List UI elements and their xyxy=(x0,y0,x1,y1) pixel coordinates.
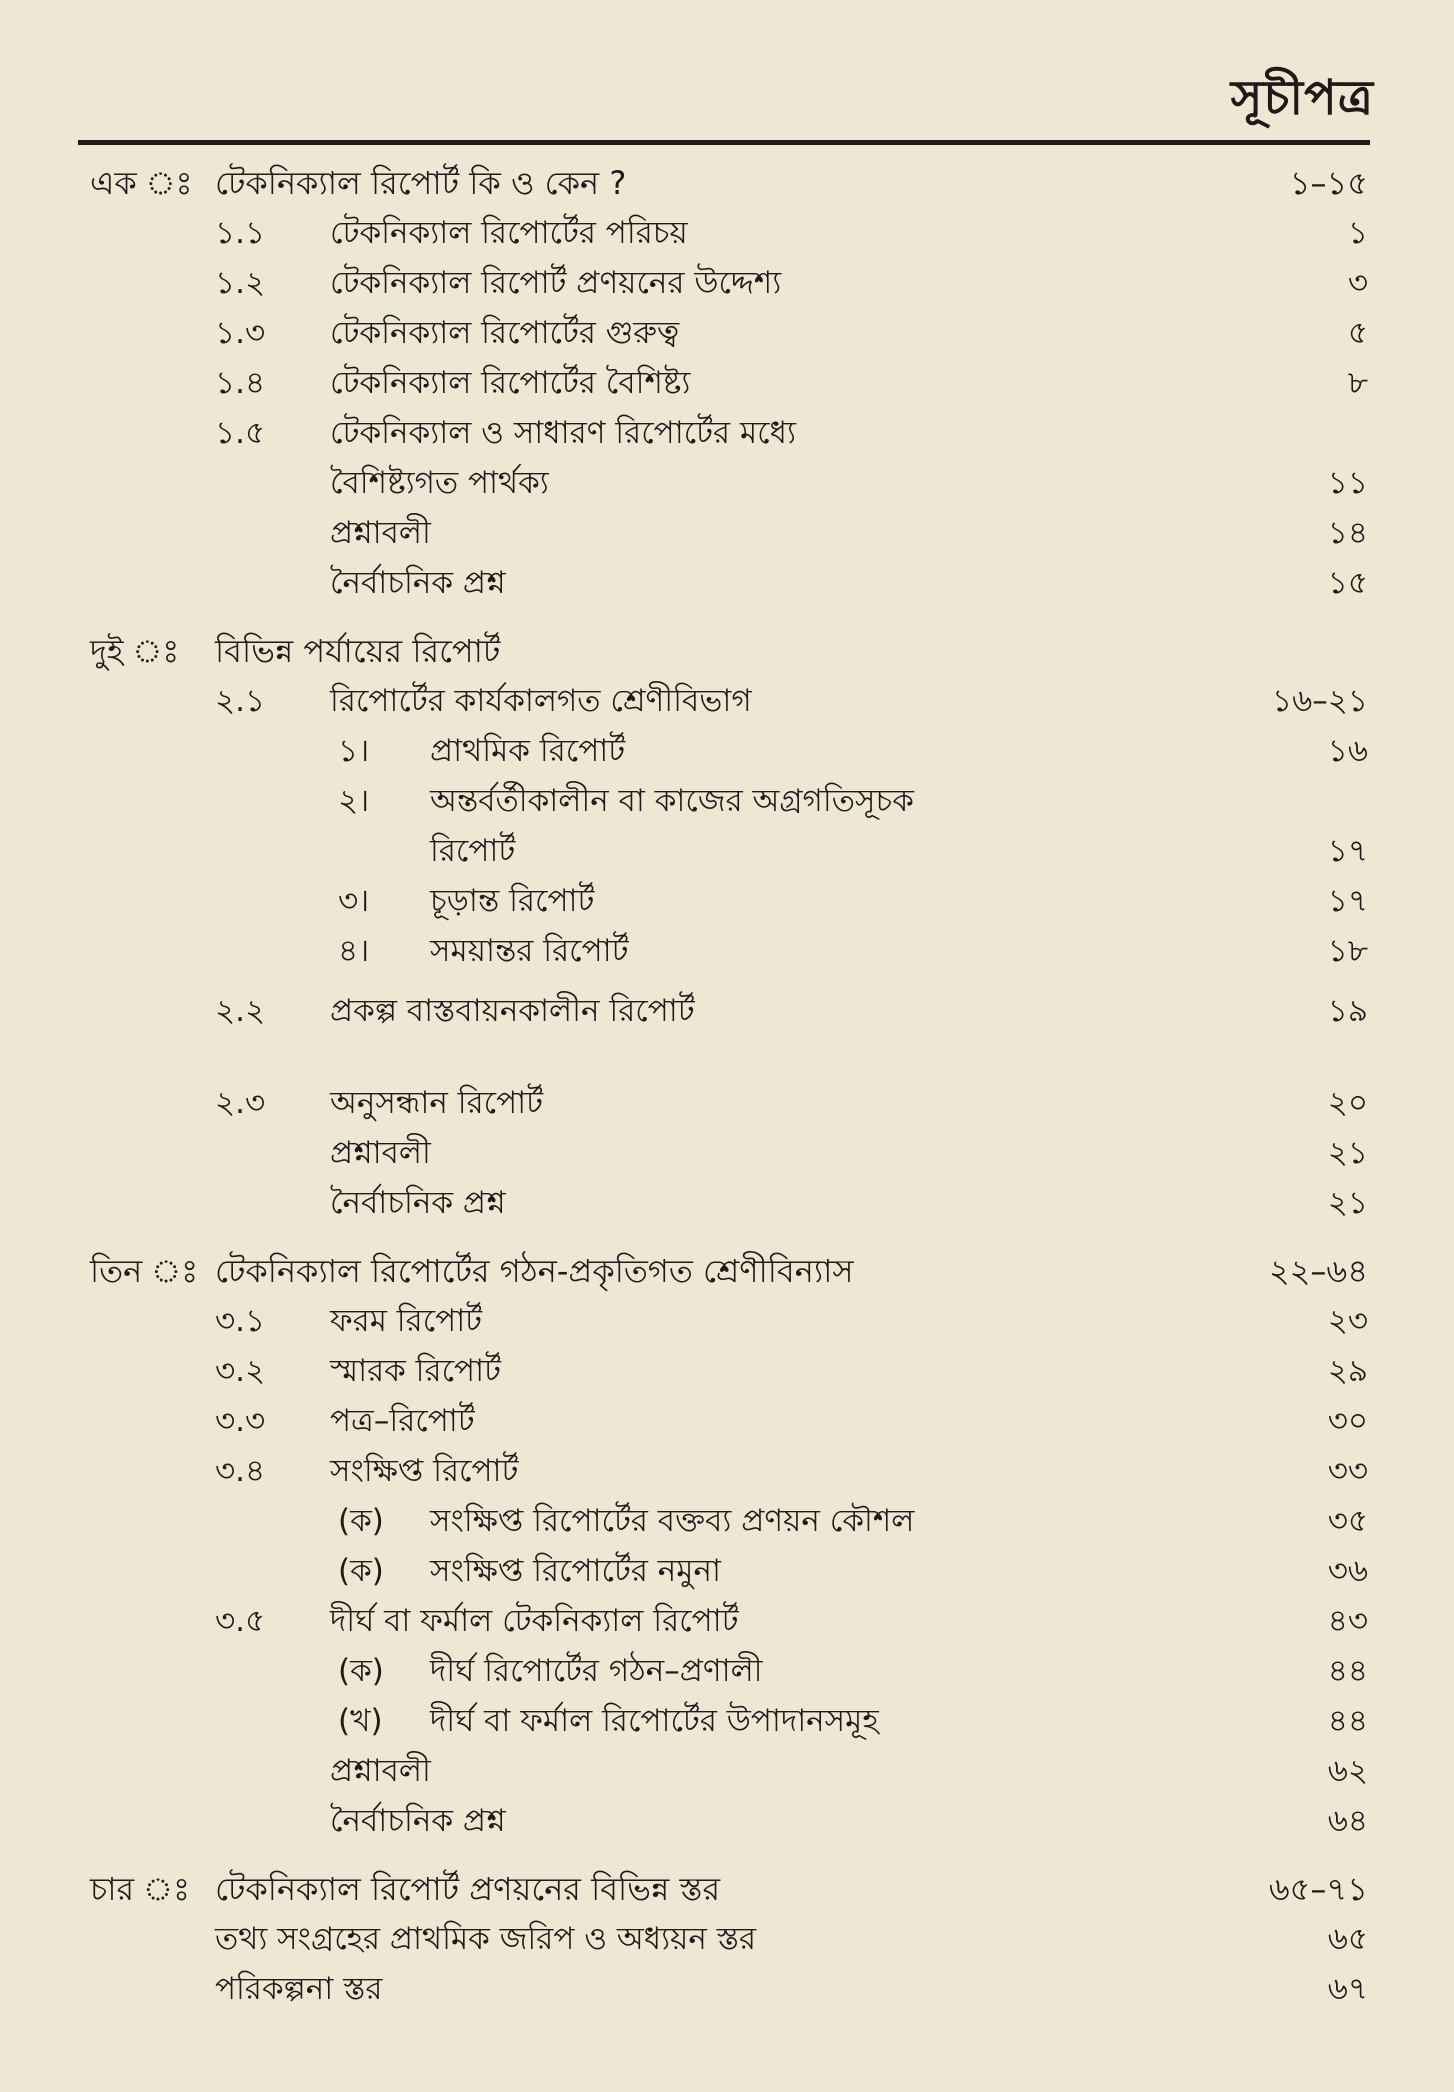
chapter-title: টেকনিক্যাল রিপোর্ট প্রণয়নের বিভিন্ন স্তর xyxy=(215,1870,721,1908)
entry-title: দীর্ঘ বা ফর্মাল টেকনিক্যাল রিপোর্ট xyxy=(330,1603,739,1639)
page-number: ১৮ xyxy=(1327,933,1368,969)
toc-entry xyxy=(0,208,1454,258)
entry-title: প্রশ্নাবলী xyxy=(330,1753,431,1789)
toc-entry xyxy=(0,358,1454,408)
toc-entry xyxy=(0,1964,1454,2014)
section-number: ৩.২ xyxy=(215,1353,266,1389)
page-number: ৩ xyxy=(1347,265,1368,301)
toc-entry xyxy=(0,308,1454,358)
entry-title: তথ্য সংগ্রহের প্রাথমিক জরিপ ও অধ্যয়ন স্তর xyxy=(215,1921,757,1957)
toc-entry xyxy=(0,1296,1454,1346)
page-number: ৬৫–৭১ xyxy=(1268,1870,1368,1908)
entry-title: দীর্ঘ রিপোর্টের গঠন–প্রণালী xyxy=(430,1653,763,1689)
toc-entry xyxy=(0,1796,1454,1846)
toc-subentry xyxy=(0,1546,1454,1596)
entry-title: পরিকল্পনা স্তর xyxy=(215,1971,383,2007)
subentry-number: (খ) xyxy=(338,1703,383,1739)
toc-entry xyxy=(0,1396,1454,1446)
section-number: ১.১ xyxy=(215,215,266,251)
toc-entry xyxy=(0,408,1454,458)
entry-title: সংক্ষিপ্ত রিপোর্টের নমুনা xyxy=(430,1553,722,1589)
toc-entry-continuation xyxy=(0,458,1454,508)
page-number: ২০ xyxy=(1327,1085,1368,1121)
page-number: ১৫ xyxy=(1327,565,1368,601)
toc-entry xyxy=(0,1128,1454,1178)
page-number: ৮ xyxy=(1347,365,1368,401)
page-title: সূচীপত্র xyxy=(1230,70,1374,126)
toc-chapter xyxy=(0,1864,1454,1914)
toc-entry xyxy=(0,1596,1454,1646)
section-number: ১.৫ xyxy=(215,415,266,451)
toc-entry xyxy=(0,1078,1454,1128)
toc-subentry xyxy=(0,726,1454,776)
page-number: ১৪ xyxy=(1327,515,1368,551)
entry-title: ফরম রিপোর্ট xyxy=(330,1303,483,1339)
table-of-contents xyxy=(0,158,1454,2014)
toc-entry xyxy=(0,258,1454,308)
toc-entry xyxy=(0,1178,1454,1228)
chapter-title: টেকনিক্যাল রিপোর্টের গঠন-প্রকৃতিগত শ্রেণীবিন্যাস xyxy=(215,1252,854,1290)
page-number: ১৬ xyxy=(1327,733,1368,769)
entry-title: সংক্ষিপ্ত রিপোর্টের বক্তব্য প্রণয়ন কৌশল xyxy=(430,1503,915,1539)
toc-entry-continuation xyxy=(0,826,1454,876)
toc-entry xyxy=(0,508,1454,558)
page-number: ১–১৫ xyxy=(1289,164,1368,202)
entry-title: অনুসন্ধান রিপোর্ট xyxy=(330,1085,544,1121)
entry-title: নৈর্বাচনিক প্রশ্ন xyxy=(330,565,506,601)
entry-title: স্মারক রিপোর্ট xyxy=(330,1353,501,1389)
subentry-number: ৩। xyxy=(338,883,370,919)
toc-subentry xyxy=(0,1646,1454,1696)
entry-title: প্রশ্নাবলী xyxy=(330,515,431,551)
page-number: ১৭ xyxy=(1327,883,1368,919)
entry-title: টেকনিক্যাল রিপোর্টের পরিচয় xyxy=(330,215,688,251)
subentry-number: (ক) xyxy=(338,1553,384,1589)
page-number: ৩৩ xyxy=(1327,1453,1368,1489)
page-number: ২১ xyxy=(1327,1135,1368,1171)
page-number: ৫ xyxy=(1347,315,1368,351)
entry-title: বৈশিষ্ট্যগত পার্থক্য xyxy=(330,465,549,501)
page-number: ৩৬ xyxy=(1327,1553,1368,1589)
section-number: ১.৪ xyxy=(215,365,266,401)
page-number: ৬৭ xyxy=(1327,1971,1368,2007)
entry-title: রিপোর্টের কার্যকালগত শ্রেণীবিভাগ xyxy=(330,683,752,719)
toc-chapter xyxy=(0,1246,1454,1296)
subentry-number: ১। xyxy=(338,733,370,769)
chapter-title: টেকনিক্যাল রিপোর্ট কি ও কেন ? xyxy=(215,164,627,202)
entry-title: সংক্ষিপ্ত রিপোর্ট xyxy=(330,1453,519,1489)
page-number: ১ xyxy=(1347,215,1368,251)
page-number: ৩৫ xyxy=(1327,1503,1368,1539)
entry-title: প্রকল্প বাস্তবায়নকালীন রিপোর্ট xyxy=(330,993,695,1029)
entry-title: নৈর্বাচনিক প্রশ্ন xyxy=(330,1185,506,1221)
toc-subentry xyxy=(0,1696,1454,1746)
toc-entry xyxy=(0,558,1454,608)
subentry-number: ৪। xyxy=(338,933,370,969)
page-number: ১৭ xyxy=(1327,833,1368,869)
subentry-number: ২। xyxy=(338,783,370,819)
page-number: ৬৫ xyxy=(1327,1921,1368,1957)
page-number: ৬২ xyxy=(1327,1753,1368,1789)
section-number: ২.২ xyxy=(215,993,266,1029)
page-number: ১১ xyxy=(1327,465,1368,501)
entry-title: দীর্ঘ বা ফর্মাল রিপোর্টের উপাদানসমূহ xyxy=(430,1703,879,1739)
toc-entry xyxy=(0,1346,1454,1396)
toc-subentry xyxy=(0,776,1454,826)
section-number: ১.৩ xyxy=(215,315,266,351)
page-number: ১৯ xyxy=(1327,993,1368,1029)
entry-title: রিপোর্ট xyxy=(430,833,516,869)
entry-title: চূড়ান্ত রিপোর্ট xyxy=(430,883,595,919)
toc-entry xyxy=(0,1446,1454,1496)
entry-title: পত্র–রিপোর্ট xyxy=(330,1403,475,1439)
chapter-number: দুই ঃ xyxy=(90,632,180,670)
toc-chapter xyxy=(0,158,1454,208)
page-number: ৪৩ xyxy=(1327,1603,1368,1639)
toc-entry xyxy=(0,986,1454,1036)
page-number: ৬৪ xyxy=(1327,1803,1368,1839)
toc-entry xyxy=(0,1746,1454,1796)
subentry-number: (ক) xyxy=(338,1503,384,1539)
page-number: ৩০ xyxy=(1327,1403,1368,1439)
entry-title: নৈর্বাচনিক প্রশ্ন xyxy=(330,1803,506,1839)
chapter-number: এক ঃ xyxy=(90,164,193,202)
section-number: ২.৩ xyxy=(215,1085,266,1121)
entry-title: টেকনিক্যাল রিপোর্টের গুরুত্ব xyxy=(330,315,680,351)
toc-entry xyxy=(0,676,1454,726)
section-number: ৩.৩ xyxy=(215,1403,266,1439)
entry-title: অন্তর্বর্তীকালীন বা কাজের অগ্রগতিসূচক xyxy=(430,783,914,819)
page-number: ২৯ xyxy=(1327,1353,1368,1389)
section-number: ৩.৫ xyxy=(215,1603,266,1639)
page-number: ২৩ xyxy=(1327,1303,1368,1339)
toc-entry xyxy=(0,1914,1454,1964)
page-number: ২২–৬৪ xyxy=(1268,1252,1368,1290)
toc-chapter xyxy=(0,626,1454,676)
toc-subentry xyxy=(0,1496,1454,1546)
entry-title: টেকনিক্যাল ও সাধারণ রিপোর্টের মধ্যে xyxy=(330,415,796,451)
toc-subentry xyxy=(0,926,1454,976)
entry-title: টেকনিক্যাল রিপোর্টের বৈশিষ্ট্য xyxy=(330,365,691,401)
subentry-number: (ক) xyxy=(338,1653,384,1689)
section-number: ২.১ xyxy=(215,683,266,719)
section-number: ৩.১ xyxy=(215,1303,266,1339)
page-number: ৪৪ xyxy=(1327,1653,1368,1689)
page-number: ২১ xyxy=(1327,1185,1368,1221)
header-rule xyxy=(78,140,1370,145)
entry-title: টেকনিক্যাল রিপোর্ট প্রণয়নের উদ্দেশ্য xyxy=(330,265,782,301)
entry-title: প্রশ্নাবলী xyxy=(330,1135,431,1171)
section-number: ৩.৪ xyxy=(215,1453,266,1489)
toc-subentry xyxy=(0,876,1454,926)
section-number: ১.২ xyxy=(215,265,266,301)
chapter-title: বিভিন্ন পর্যায়ের রিপোর্ট xyxy=(215,632,501,670)
page-number: ১৬–২১ xyxy=(1271,683,1368,719)
chapter-number: চার ঃ xyxy=(90,1870,191,1908)
page-number: ৪৪ xyxy=(1327,1703,1368,1739)
entry-title: প্রাথমিক রিপোর্ট xyxy=(430,733,626,769)
chapter-number: তিন ঃ xyxy=(90,1252,199,1290)
entry-title: সময়ান্তর রিপোর্ট xyxy=(430,933,629,969)
